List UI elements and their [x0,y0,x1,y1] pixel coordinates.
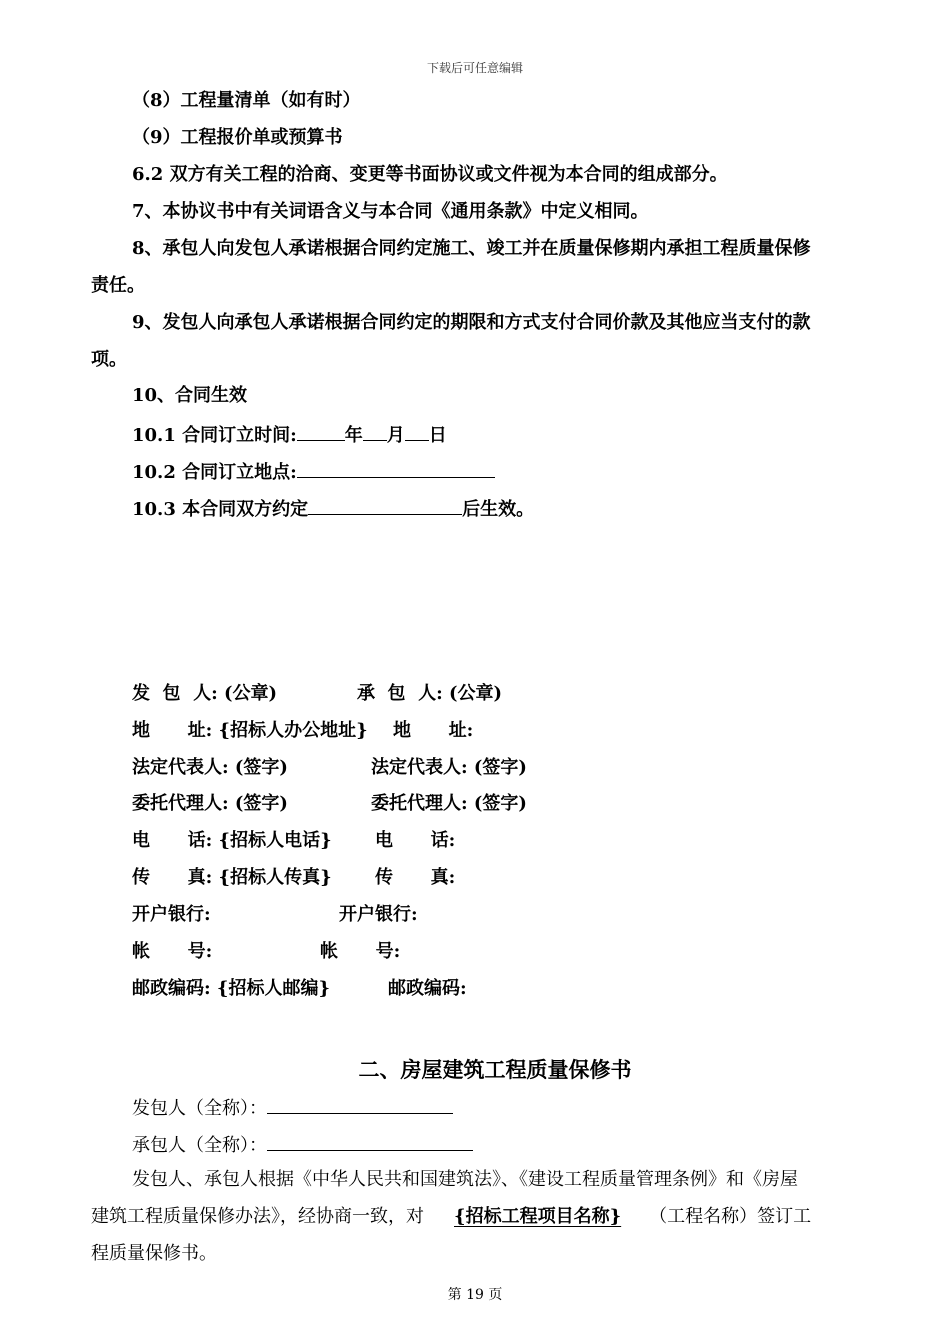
sig-left-bank: 开户银行: [132,904,211,925]
sig-right-postcode: 邮政编码: [388,978,467,999]
sig-right-bank: 开户银行: [339,904,418,925]
contractor-fullname [132,1130,473,1159]
warranty-para-line1: 发包人、承包人根据《中华人民共和国建筑法》、《建设工程质量管理条例》和《房屋 [132,1169,798,1190]
clause-10-2-label: 10.2 合同订立地点: [132,462,297,483]
sig-right-phone: 电 话: [375,830,456,851]
clause-10: 10、合同生效 [132,385,248,406]
clause-10-3-label: 10.3 本合同双方约定 [132,499,309,520]
employer-fullname [132,1093,453,1122]
effective-condition-blank[interactable] [308,494,462,515]
clause-10-3 [132,494,534,523]
page-header: 下载后可任意编辑 [426,61,523,75]
sig-left-phone: 电 话: {招标人电话} [132,830,332,851]
contractor-blank[interactable] [267,1130,473,1151]
clause-9-line1: 9、发包人向承包人承诺根据合同约定的期限和方式支付合同价款及其他应当支付的款 [132,312,811,333]
day-blank[interactable] [405,420,429,441]
clause-9-line2: 项。 [91,349,127,370]
employer-label: 发包人（全称）： [132,1098,267,1119]
section-title: 二、房屋建筑工程质量保修书 [358,1058,632,1082]
project-name-field[interactable]: {招标工程项目名称} [454,1206,622,1227]
year-label: 年 [344,425,363,446]
warranty-para-suffix: （工程名称）签订工 [649,1206,812,1227]
sig-right-address: 地 址: [393,720,474,741]
clause-6-2: 6.2 双方有关工程的洽商、变更等书面协议或文件视为本合同的组成部分。 [132,164,728,185]
clause-10-1-label: 10.1 合同订立时间: [132,425,297,446]
sig-left-account: 帐 号: [132,941,213,962]
sig-left-address: 地 址: {招标人办公地址} [132,720,368,741]
list-item-8: （8）工程量清单（如有时） [132,90,361,111]
page-number: 第 19 页 [447,1287,503,1303]
sig-left-fax: 传 真: {招标人传真} [132,867,332,888]
sig-left-postcode: 邮政编码: {招标人邮编} [132,978,331,999]
list-item-9: （9）工程报价单或预算书 [132,127,343,148]
sig-left-agent: 委托代理人: (签字) [132,793,288,814]
sig-left-legal-rep: 法定代表人: (签字) [132,757,288,778]
employer-blank[interactable] [267,1093,453,1114]
clause-8-line1: 8、承包人向发包人承诺根据合同约定施工、竣工并在质量保修期内承担工程质量保修 [132,238,811,259]
sig-left-party: 发 包 人: (公章) [132,683,278,704]
day-label: 日 [428,425,447,446]
sig-right-account: 帐 号: [320,941,401,962]
clause-10-1 [132,420,447,449]
clause-8-line2: 责任。 [91,275,145,296]
sig-right-legal-rep: 法定代表人: (签字) [371,757,527,778]
warranty-para-line3: 程质量保修书。 [91,1243,217,1264]
month-blank[interactable] [363,420,387,441]
year-blank[interactable] [297,420,345,441]
clause-10-2 [132,457,495,486]
clause-7: 7、本协议书中有关词语含义与本合同《通用条款》中定义相同。 [132,201,649,222]
warranty-para-line2 [91,1204,811,1230]
place-blank[interactable] [297,457,495,478]
sig-right-agent: 委托代理人: (签字) [371,793,527,814]
sig-right-fax: 传 真: [375,867,456,888]
clause-10-3-suffix: 后生效。 [462,499,535,520]
contractor-label: 承包人（全称）： [132,1135,267,1156]
sig-right-party: 承 包 人: (公章) [357,683,503,704]
month-label: 月 [386,425,405,446]
warranty-para-prefix: 建筑工程质量保修办法》，经协商一致，对 [91,1206,424,1227]
